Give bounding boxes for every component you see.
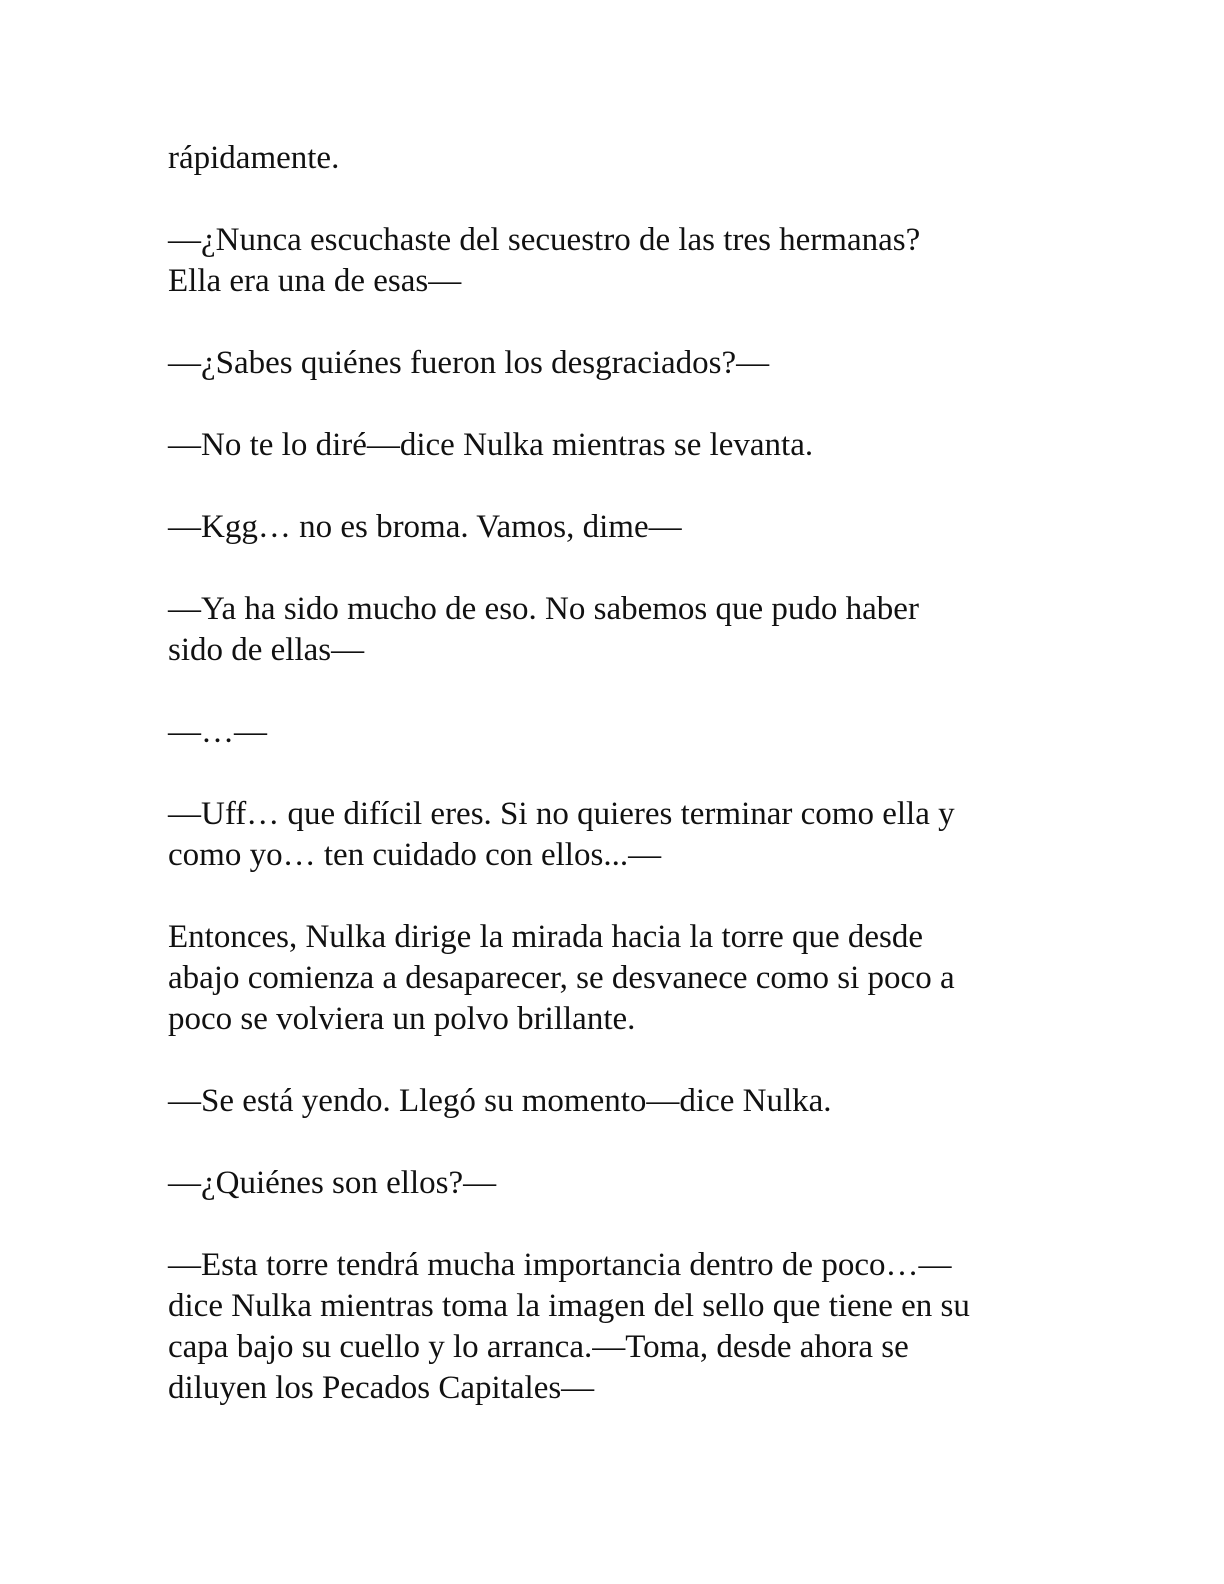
paragraph-3: —¿Sabes quiénes fueron los desgraciados?—	[168, 345, 770, 381]
paragraph-10: —Se está yendo. Llegó su momento—dice Nulka.	[168, 1083, 832, 1119]
paragraph-12: —Esta torre tendrá mucha importancia dentro de poco…— dice Nulka mientras toma la imagen del sello que tiene en su capa bajo su cuello y lo arranca.—Toma, desde ahora se diluyen los Pecados Capitales—	[168, 1247, 970, 1406]
paragraph-7: —…—	[168, 714, 267, 750]
paragraph-6: —Ya ha sido mucho de eso. No sabemos que pudo haber sido de ellas—	[168, 591, 919, 668]
paragraph-1: rápidamente.	[168, 140, 340, 176]
paragraph-2: —¿Nunca escuchaste del secuestro de las tres hermanas? Ella era una de esas—	[168, 222, 921, 299]
paragraph-8: —Uff… que difícil eres. Si no quieres terminar como ella y como yo… ten cuidado con ellos...—	[168, 796, 955, 873]
paragraph-4: —No te lo diré—dice Nulka mientras se levanta.	[168, 427, 814, 463]
paragraph-5: —Kgg… no es broma. Vamos, dime—	[168, 509, 682, 545]
document-page	[168, 138, 1068, 1450]
paragraph-9: Entonces, Nulka dirige la mirada hacia la torre que desde abajo comienza a desaparecer, se desvanece como si poco a poco se volviera un polvo brillante.	[168, 919, 955, 1037]
paragraph-11: —¿Quiénes son ellos?—	[168, 1165, 497, 1201]
